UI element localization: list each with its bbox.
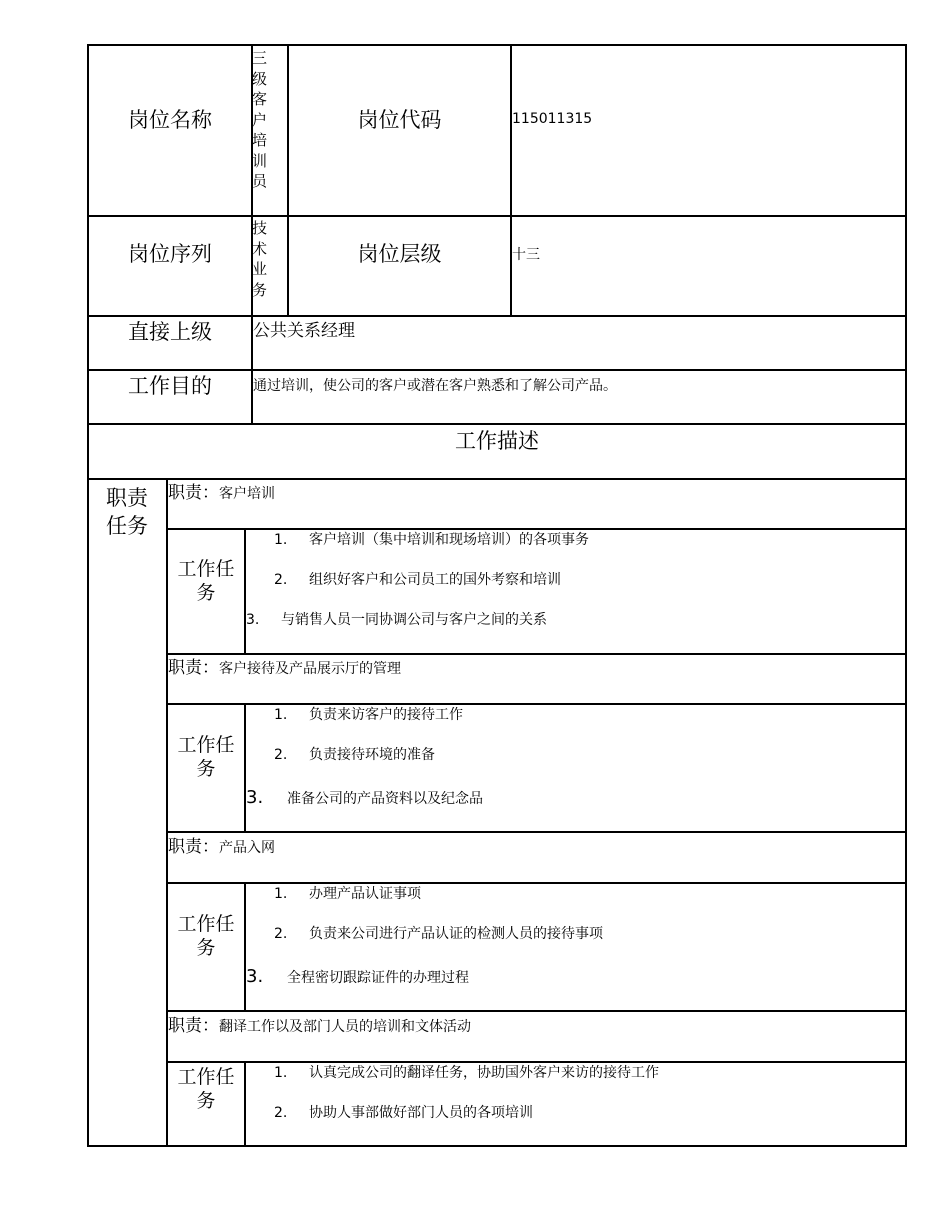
work-description-title: 工作描述 <box>455 429 539 453</box>
table-border-left <box>87 44 89 1147</box>
duty-title <box>168 659 401 679</box>
position-name-value: 三 级 客 户 培 训 员 <box>252 49 268 190</box>
duty-name: 翻译工作以及部门人员的培训和文体活动 <box>219 1019 471 1035</box>
position-sequence-value: 技 术 业 务 <box>252 219 268 299</box>
row-divider <box>87 423 907 425</box>
task-item: 2. 组织好客户和公司员工的国外考察和培训 <box>274 572 561 588</box>
task-item: 3. 与销售人员一同协调公司与客户之间的关系 <box>246 612 547 628</box>
task-item: 2. 负责来公司进行产品认证的检测人员的接待事项 <box>274 926 603 942</box>
duty-prefix: 职责： <box>168 658 219 678</box>
table-border-right <box>905 44 907 1147</box>
duty-title <box>168 1017 471 1037</box>
col-divider <box>244 882 246 1012</box>
row-divider <box>166 1061 907 1063</box>
direct-superior-value: 公共关系经理 <box>253 321 355 341</box>
row-divider <box>166 831 907 833</box>
row-divider <box>166 703 907 705</box>
duty-prefix: 职责： <box>168 483 219 503</box>
task-item: 1. 负责来访客户的接待工作 <box>274 707 463 723</box>
row-divider <box>166 653 907 655</box>
position-code-label: 岗位代码 <box>357 108 442 132</box>
position-level-value: 十三 <box>512 247 540 263</box>
direct-superior-label: 直接上级 <box>128 320 212 344</box>
duty-task-section-label: 职责 任务 <box>106 486 148 538</box>
row-divider <box>87 369 907 371</box>
work-purpose-label: 工作目的 <box>128 374 212 398</box>
col-divider <box>244 1061 246 1147</box>
task-item: 1. 认真完成公司的翻译任务，协助国外客户来访的接待工作 <box>274 1065 659 1081</box>
task-item: 3. 全程密切跟踪证件的办理过程 <box>246 966 469 987</box>
position-code-value: 115011315 <box>512 111 593 127</box>
row-divider <box>166 528 907 530</box>
task-item: 3. 准备公司的产品资料以及纪念品 <box>246 787 483 808</box>
col-divider <box>510 44 512 316</box>
task-item: 2. 负责接待环境的准备 <box>274 747 435 763</box>
duty-prefix: 职责： <box>168 1016 219 1036</box>
table-border-bottom <box>87 1145 907 1147</box>
duty-name: 客户培训 <box>219 486 275 502</box>
col-divider <box>287 44 289 316</box>
row-divider <box>166 882 907 884</box>
table-border-top <box>87 44 907 46</box>
row-divider <box>166 1010 907 1012</box>
task-item: 2. 协助人事部做好部门人员的各项培训 <box>274 1105 533 1121</box>
duty-title <box>168 484 275 504</box>
position-level-label: 岗位层级 <box>357 242 442 266</box>
col-divider <box>244 528 246 655</box>
row-divider <box>87 315 907 317</box>
task-item: 1. 办理产品认证事项 <box>274 886 421 902</box>
position-sequence-label: 岗位序列 <box>128 242 212 266</box>
task-label: 工作任 务 <box>177 734 235 780</box>
task-label: 工作任 务 <box>177 913 235 959</box>
position-name-label: 岗位名称 <box>128 108 212 132</box>
task-item: 1. 客户培训（集中培训和现场培训）的各项事务 <box>274 532 589 548</box>
row-divider <box>87 478 907 480</box>
duty-prefix: 职责： <box>168 837 219 857</box>
duty-title <box>168 838 275 858</box>
work-purpose-value: 通过培训，使公司的客户或潜在客户熟悉和了解公司产品。 <box>253 378 617 394</box>
col-divider <box>244 703 246 833</box>
task-label: 工作任 务 <box>177 1066 235 1112</box>
row-divider <box>87 215 907 217</box>
task-label: 工作任 务 <box>177 558 235 604</box>
duty-name: 客户接待及产品展示厅的管理 <box>219 661 401 677</box>
duty-name: 产品入网 <box>219 840 275 856</box>
